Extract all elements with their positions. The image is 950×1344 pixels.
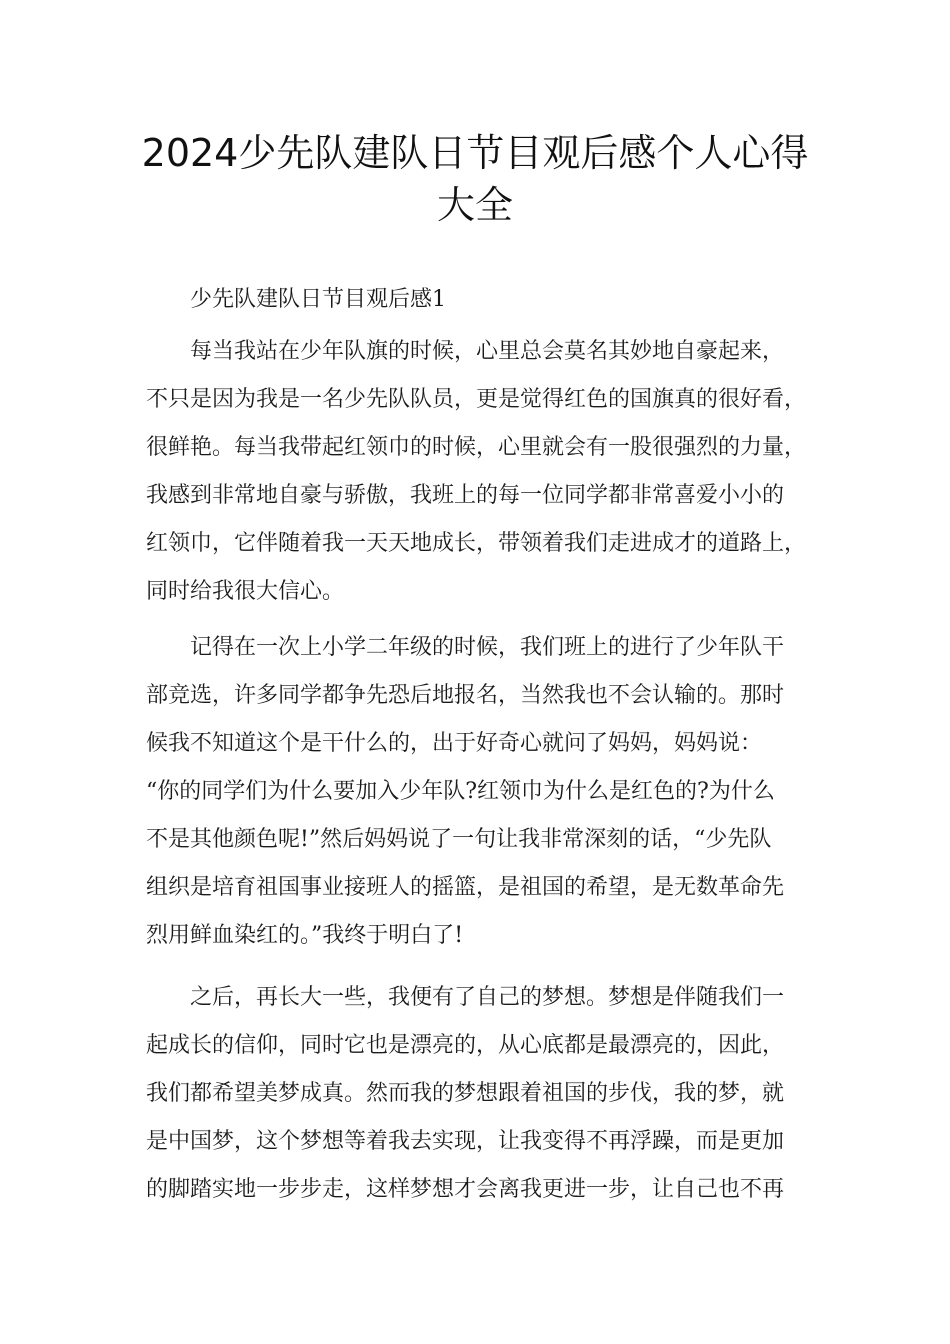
paragraph-line: 每当我站在少年队旗的时候，心里总会莫名其妙地自豪起来， xyxy=(190,339,785,364)
document-title-line-1: 2024少先队建队日节目观后感个人心得 xyxy=(141,131,809,175)
paragraph-line: 记得在一次上小学二年级的时候，我们班上的进行了少年队干 xyxy=(190,635,785,660)
document-title-line-2: 大全 xyxy=(436,183,513,227)
paragraph-line: 是中国梦，这个梦想等着我去实现，让我变得不再浮躁，而是更加 xyxy=(146,1129,785,1154)
paragraph-line: 不只是因为我是一名少先队队员，更是觉得红色的国旗真的很好看， xyxy=(146,387,807,412)
paragraph-line: 不是其他颜色呢!”然后妈妈说了一句让我非常深刻的话，“少先队 xyxy=(146,827,772,852)
paragraph-line: 烈用鲜血染红的。”我终于明白了! xyxy=(146,923,464,948)
paragraph-line: 同时给我很大信心。 xyxy=(146,579,345,604)
paragraph-line: 的脚踏实地一步步走，这样梦想才会离我更进一步，让自己也不再 xyxy=(146,1177,785,1202)
paragraph-line: 我感到非常地自豪与骄傲，我班上的每一位同学都非常喜爱小小的 xyxy=(146,483,785,508)
paragraph-line: 组织是培育祖国事业接班人的摇篮，是祖国的希望，是无数革命先 xyxy=(146,875,785,900)
paragraph-line: 红领巾，它伴随着我一天天地成长，带领着我们走进成才的道路上， xyxy=(146,531,807,556)
paragraph-line: 我们都希望美梦成真。然而我的梦想跟着祖国的步伐，我的梦，就 xyxy=(146,1081,785,1106)
paragraph-line: 起成长的信仰，同时它也是漂亮的，从心底都是最漂亮的，因此， xyxy=(146,1033,785,1058)
paragraph-line: 部竞选，许多同学都争先恐后地报名，当然我也不会认输的。那时 xyxy=(146,683,785,708)
paragraph-line: 之后，再长大一些，我便有了自己的梦想。梦想是伴随我们一 xyxy=(190,985,785,1010)
paragraph-line: “你的同学们为什么要加入少年队?红领巾为什么是红色的?为什么 xyxy=(146,779,775,804)
paragraph-line: 很鲜艳。每当我带起红领巾的时候，心里就会有一股很强烈的力量， xyxy=(146,435,807,460)
paragraph-line: 候我不知道这个是干什么的，出于好奇心就问了妈妈，妈妈说： xyxy=(146,731,763,756)
section-heading-text: 少先队建队日节目观后感1 xyxy=(190,287,446,312)
